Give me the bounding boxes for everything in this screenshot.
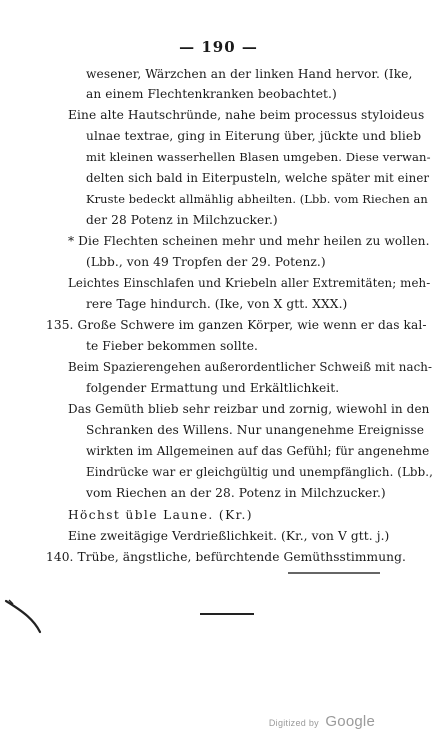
ink-stroke-mark [4,598,84,638]
digitization-watermark [269,713,375,731]
text-line: Eine alte Hautschründe, nahe beim processus styloideus [68,108,425,122]
text-line: te Fieber bekommen sollte. [86,339,259,353]
text-line: mit kleinen wasserhellen Blasen umgeben. Diese verwan- [86,150,431,164]
text-line: Höchst üble Laune. (Kr.) [68,508,253,522]
text-line: ulnae textrae, ging in Eiterung über, jückte und blieb [86,129,422,143]
text-line: Schranken des Willens. Nur unangenehme Ereignisse [86,423,425,437]
ink-smudge-mark [200,612,254,616]
text-line: Das Gemüth blieb sehr reizbar und zornig, wiewohl in den [68,402,430,416]
text-line: Eindrücke war er gleichgültig und unempfänglich. (Lbb., [86,465,433,479]
text-line: wirkten im Allgemeinen auf das Gefühl; für angenehme [86,444,430,458]
page-number: — 190 — [179,38,258,56]
text-line: folgender Ermattung und Erkältlichkeit. [86,381,340,395]
text-line: Leichtes Einschlafen und Kriebeln aller Extremitäten; meh- [68,276,431,290]
text-line: Eine zweitägige Verdrießlichkeit. (Kr., von V gtt. j.) [68,529,390,543]
text-line: Beim Spazierengehen außerordentlicher Schweiß mit nach- [68,360,433,374]
text-line: * Die Flechten scheinen mehr und mehr heilen zu wollen. [68,234,430,248]
watermark-prefix: Digitized by [268,718,319,728]
text-line: der 28 Potenz in Milchzucker.) [86,213,278,227]
ink-underline-mark [288,569,380,577]
text-line: 140. Trübe, ängstliche, befürchtende Gemüthsstimmung. [46,550,406,564]
google-logo-text: Google [325,713,375,730]
text-line: wesener, Wärzchen an der linken Hand hervor. (Ike, [86,67,413,81]
text-line: an einem Flechtenkranken beobachtet.) [86,87,337,101]
text-line: vom Riechen an der 28. Potenz in Milchzucker.) [86,486,386,500]
text-line: delten sich bald in Eiterpusteln, welche später mit einer [86,171,430,185]
text-line: 135. Große Schwere im ganzen Körper, wie wenn er das kal- [46,318,427,332]
text-line: Kruste bedeckt allmählig abheilten. (Lbb. vom Riechen an [86,192,428,206]
text-line: rere Tage hindurch. (Ike, von X gtt. XXX.) [86,297,348,311]
text-line: (Lbb., von 49 Tropfen der 29. Potenz.) [86,255,326,269]
